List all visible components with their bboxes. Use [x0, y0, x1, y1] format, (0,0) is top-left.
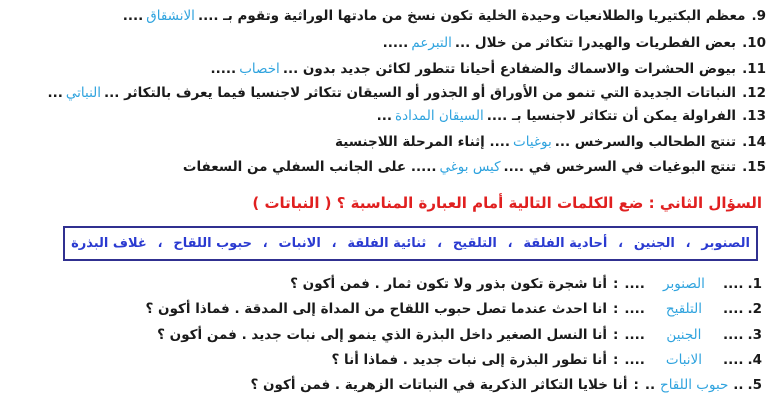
item-number: 9.: [751, 8, 766, 24]
item-answer: الجنين: [666, 327, 702, 343]
item-text: أنا خلايا التكاثر الذكرية في النباتات الزهرية . فمن أكون ؟: [250, 377, 628, 393]
item-text: تنتج الطحالب والسرخس ...: [554, 134, 737, 150]
item-text: أنا شجرة تكون بذور ولا تكون ثمار . فمن أكون ؟: [290, 276, 608, 292]
item-tail: ...: [376, 108, 392, 124]
item-text: النباتات الجديدة التي تنمو من الأوراق أو الجذور أو السيقان تتكاثر لاجنسيا فيما يعرف بالتكاثر ...: [104, 85, 737, 101]
dots-before: ....: [722, 327, 744, 343]
matching-item-4: 4.....الانبات....:أنا تطور البذرة إلى نبات جديد . فماذا أنا ؟: [331, 352, 762, 368]
item-text: الفراولة يمكن أن تتكاثر لاجنسيا بـ ....: [486, 108, 737, 124]
item-text: بيوض الحشرات والاسماك والضفادع أحيانا تتطور لكائن جديد بدون ...: [282, 61, 737, 77]
section-2-heading: السؤال الثاني : ضع الكلمات التالية أمام العبارة المناسبة ؟ ( النباتات ): [252, 194, 762, 212]
word-bank-item: الصنوبر: [701, 236, 750, 251]
item-answer: حبوب اللقاح: [659, 377, 729, 393]
dots-before: ....: [722, 301, 744, 317]
dots-after: ..: [644, 377, 656, 393]
item-answer: بوغيات: [513, 134, 552, 150]
item-text: معظم البكتيريا والطلانعيات وحيدة الخلية تكون نسخ من مادتها الوراثية وتقوم بـ ....: [197, 8, 746, 24]
item-tail: ....: [122, 8, 144, 24]
item-text: أنا تطور البذرة إلى نبات جديد . فماذا أنا ؟: [331, 352, 608, 368]
word-bank-item: الجنين: [633, 236, 675, 251]
item-tail: .....: [382, 35, 409, 51]
word-bank: الصنوبر ، الجنين ، أحادية الفلقة ، التلقيح ، ثنائية الفلقة ، الانبات ، حبوب اللقاح ، غلاف البذرة: [63, 226, 758, 261]
word-bank-item: ثنائية الفلقة: [347, 236, 427, 251]
item-number: 4.: [747, 352, 762, 368]
word-bank-item: الانبات: [278, 236, 321, 251]
item-12: [47, 84, 766, 102]
word-bank-item: أحادية الفلقة: [523, 236, 608, 251]
item-10: [383, 34, 766, 52]
matching-item-5: 5...حبوب اللقاح..:أنا خلايا التكاثر الذكرية في النباتات الزهرية . فمن أكون ؟: [250, 377, 762, 393]
item-answer: الصنوبر: [663, 276, 705, 292]
dots-before: ..: [733, 377, 744, 393]
item-11: [211, 60, 766, 78]
dots-before: ....: [722, 276, 744, 292]
item-answer: الانشقاق: [146, 8, 195, 24]
item-number: 11.: [742, 61, 766, 77]
item-number: 13.: [742, 108, 766, 124]
item-answer: النباتي: [65, 85, 102, 101]
item-text: بعض الفطريات والهيدرا تتكاثر من خلال ...: [454, 35, 737, 51]
matching-item-2: 2.....التلقيح....:انا احدث عندما تصل حبوب اللقاح من المداة إلى المدقة . فماذا أكون ؟: [145, 301, 762, 317]
dots-after: ....: [624, 276, 645, 292]
item-number: 15.: [742, 159, 766, 175]
item-tail: ...: [47, 85, 63, 101]
dots-after: ....: [624, 327, 645, 343]
matching-item-3: 3.....الجنين....:أنا النسل الصغير داخل البذرة الذي ينمو إلى نبات جديد . فمن أكون ؟: [157, 327, 762, 343]
item-number: 2.: [747, 301, 762, 317]
item-tail: .... إثناء المرحلة اللاجنسية: [335, 134, 511, 150]
word-bank-item: التلقيح: [452, 236, 497, 251]
dots-after: ....: [624, 352, 645, 368]
matching-item-1: 1.....الصنوبر....:أنا شجرة تكون بذور ولا تكون ثمار . فمن أكون ؟: [290, 276, 762, 292]
item-tail: .....: [210, 61, 237, 77]
word-bank-item: غلاف البذرة: [71, 236, 147, 251]
item-answer: التبرعم: [411, 35, 452, 51]
item-number: 3.: [747, 327, 762, 343]
item-number: 1.: [747, 276, 762, 292]
item-tail: ..... على الجانب السفلي من السعفات: [182, 159, 437, 175]
item-number: 5.: [747, 377, 762, 393]
dots-after: ....: [624, 301, 645, 317]
item-9: [123, 7, 766, 25]
item-14: [335, 133, 766, 151]
item-15: [183, 158, 766, 176]
item-number: 10.: [742, 35, 766, 51]
word-bank-item: حبوب اللقاح: [173, 236, 252, 251]
item-text: انا احدث عندما تصل حبوب اللقاح من المداة إلى المدقة . فماذا أكون ؟: [145, 301, 608, 317]
item-number: 14.: [742, 134, 766, 150]
item-answer: السيقان المدادة: [395, 108, 484, 124]
item-number: 12.: [742, 85, 766, 101]
item-answer: اخصاب: [239, 61, 280, 77]
item-answer: كيس بوغي: [439, 159, 501, 175]
item-text: تنتج البوغيات في السرخس في ....: [503, 159, 737, 175]
item-answer: التلقيح: [665, 301, 702, 317]
item-text: أنا النسل الصغير داخل البذرة الذي ينمو إلى نبات جديد . فمن أكون ؟: [157, 327, 608, 343]
dots-before: ....: [722, 352, 744, 368]
item-answer: الانبات: [665, 352, 702, 368]
item-13: [377, 107, 766, 125]
